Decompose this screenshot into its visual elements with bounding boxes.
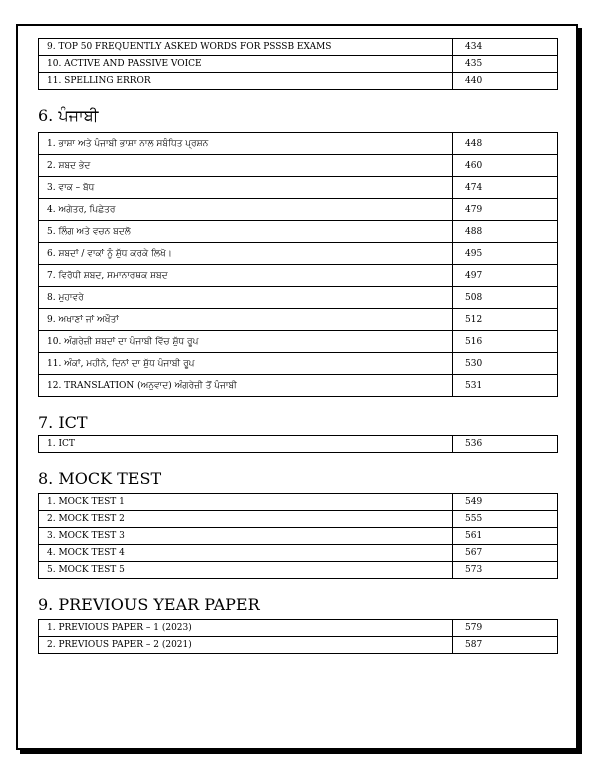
toc-entry-label: 10. ਅੰਗਰੇਜ਼ੀ ਸ਼ਬਦਾਂ ਦਾ ਪੰਜਾਬੀ ਵਿੱਚ ਸ਼ੁੱਧ ਰੂਪ	[39, 331, 453, 353]
toc-entry-page: 474	[453, 177, 558, 199]
toc-row	[39, 39, 558, 56]
toc-entry-page: 508	[453, 287, 558, 309]
toc-entry-page: 495	[453, 243, 558, 265]
toc-row	[39, 287, 558, 309]
toc-entry-label: 2. MOCK TEST 2	[39, 511, 453, 528]
toc-entry-page: 561	[453, 528, 558, 545]
toc-entry-label: 5. MOCK TEST 5	[39, 562, 453, 579]
toc-content	[38, 34, 558, 654]
toc-entry-label: 6. ਸ਼ਬਦਾਂ / ਵਾਕਾਂ ਨੂੰ ਸ਼ੁੱਧ ਕਰਕੇ ਲਿਖੋ।	[39, 243, 453, 265]
toc-row	[39, 73, 558, 90]
toc-row	[39, 309, 558, 331]
toc-row	[39, 562, 558, 579]
toc-entry-page: 434	[453, 39, 558, 56]
toc-row	[39, 177, 558, 199]
toc-entry-page: 448	[453, 133, 558, 155]
toc-entry-page: 479	[453, 199, 558, 221]
toc-entry-page: 460	[453, 155, 558, 177]
toc-entry-label: 9. TOP 50 FREQUENTLY ASKED WORDS FOR PSSSB EXAMS	[39, 39, 453, 56]
toc-entry-page: 549	[453, 494, 558, 511]
toc-entry-label: 3. ਵਾਕ – ਬੋਧ	[39, 177, 453, 199]
toc-row	[39, 620, 558, 637]
toc-row	[39, 353, 558, 375]
page-frame	[16, 24, 578, 750]
toc-row	[39, 56, 558, 73]
toc-entry-label: 8. ਮੁਹਾਵਰੇ	[39, 287, 453, 309]
toc-row	[39, 494, 558, 511]
toc-row	[39, 331, 558, 353]
toc-entry-label: 10. ACTIVE AND PASSIVE VOICE	[39, 56, 453, 73]
toc-entry-label: 12. TRANSLATION (ਅਨੁਵਾਦ) ਅੰਗਰੇਜ਼ੀ ਤੋਂ ਪੰਜਾਬੀ	[39, 375, 453, 397]
section-title-previous-year-paper: 9. PREVIOUS YEAR PAPER	[38, 595, 260, 614]
toc-entry-page: 567	[453, 545, 558, 562]
toc-entry-page: 440	[453, 73, 558, 90]
toc-table-ict	[38, 435, 558, 453]
toc-entry-label: 5. ਲਿੰਗ ਅਤੇ ਵਚਨ ਬਦਲੋ	[39, 221, 453, 243]
section-title-punjabi: 6. ਪੰਜਾਬੀ	[38, 106, 99, 125]
toc-entry-page: 587	[453, 637, 558, 654]
section-title-ict: 7. ICT	[38, 413, 88, 432]
toc-row	[39, 155, 558, 177]
toc-entry-page: 497	[453, 265, 558, 287]
toc-table-previous-year-paper	[38, 619, 558, 654]
toc-entry-page: 516	[453, 331, 558, 353]
toc-entry-label: 1. ਭਾਸ਼ਾ ਅਤੇ ਪੰਜਾਬੀ ਭਾਸ਼ਾ ਨਾਲ ਸਬੰਧਿਤ ਪ੍ਰਸ਼ਨ	[39, 133, 453, 155]
toc-entry-page: 579	[453, 620, 558, 637]
toc-row	[39, 545, 558, 562]
toc-table-english	[38, 38, 558, 90]
toc-row	[39, 436, 558, 453]
toc-entry-label: 1. PREVIOUS PAPER – 1 (2023)	[39, 620, 453, 637]
toc-row	[39, 375, 558, 397]
toc-entry-label: 4. ਅਗੇਤਰ, ਪਿਛੇਤਰ	[39, 199, 453, 221]
toc-entry-label: 2. PREVIOUS PAPER – 2 (2021)	[39, 637, 453, 654]
toc-entry-label: 4. MOCK TEST 4	[39, 545, 453, 562]
toc-table-mock-test	[38, 493, 558, 579]
toc-entry-page: 536	[453, 436, 558, 453]
toc-entry-page: 512	[453, 309, 558, 331]
toc-entry-label: 3. MOCK TEST 3	[39, 528, 453, 545]
toc-row	[39, 637, 558, 654]
toc-entry-label: 1. ICT	[39, 436, 453, 453]
toc-entry-label: 11. SPELLING ERROR	[39, 73, 453, 90]
toc-entry-label: 1. MOCK TEST 1	[39, 494, 453, 511]
toc-row	[39, 528, 558, 545]
toc-entry-label: 11. ਅੰਕਾਂ, ਮਹੀਨੇ, ਦਿਨਾਂ ਦਾ ਸ਼ੁੱਧ ਪੰਜਾਬੀ ਰੂਪ	[39, 353, 453, 375]
toc-entry-page: 531	[453, 375, 558, 397]
toc-entry-page: 530	[453, 353, 558, 375]
toc-entry-page: 555	[453, 511, 558, 528]
toc-entry-label: 7. ਵਿਰੋਧੀ ਸ਼ਬਦ, ਸਮਾਨਾਰਥਕ ਸ਼ਬਦ	[39, 265, 453, 287]
section-title-mock-test: 8. MOCK TEST	[38, 469, 162, 488]
toc-entry-label: 2. ਸ਼ਬਦ ਭੇਦ	[39, 155, 453, 177]
toc-table-punjabi	[38, 132, 558, 397]
toc-entry-page: 573	[453, 562, 558, 579]
toc-entry-label: 9. ਅਖਾਣਾਂ ਜਾਂ ਅਖੌਤਾਂ	[39, 309, 453, 331]
toc-row	[39, 133, 558, 155]
toc-entry-page: 488	[453, 221, 558, 243]
toc-row	[39, 265, 558, 287]
toc-row	[39, 199, 558, 221]
toc-row	[39, 511, 558, 528]
toc-row	[39, 221, 558, 243]
toc-entry-page: 435	[453, 56, 558, 73]
toc-row	[39, 243, 558, 265]
